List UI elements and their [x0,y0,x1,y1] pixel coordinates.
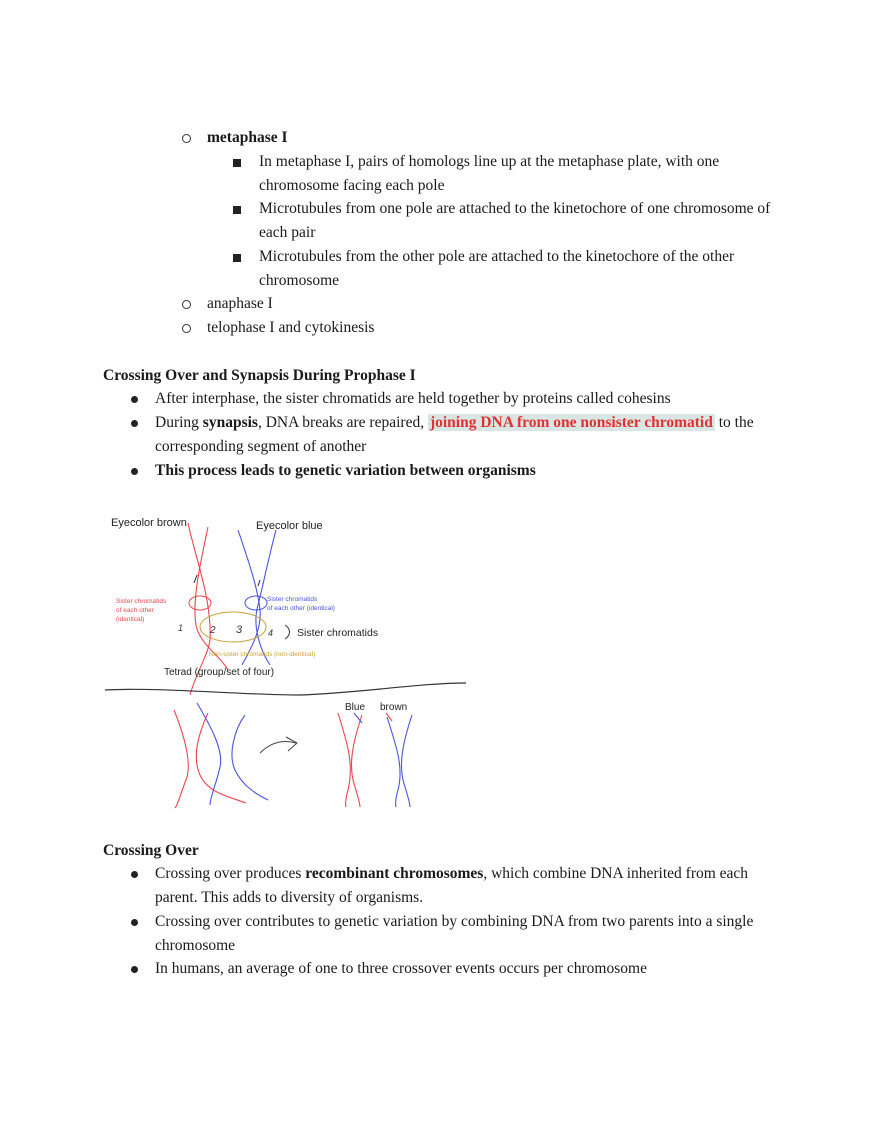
label-sister-blue: Sister chromatids [267,596,318,603]
list-item-text: Microtubules from the other pole are attached to the kinetochore of the other [259,248,735,265]
list-item-text: In metaphase I, pairs of homologs line up at the metaphase plate, with one [259,153,720,170]
bullet-icon [131,468,138,475]
label-sister-red: of each other [116,607,154,614]
chromatid-number: 3 [236,624,243,636]
label-eyecolor-brown: Eyecolor brown [111,517,187,529]
section-heading: Crossing Over [103,842,199,859]
hollow-circle-bullet-icon [182,134,191,143]
list-item-text: chromosome facing each pole [259,177,445,194]
list-item-text: corresponding segment of another [155,438,367,455]
bullet-icon [131,966,138,973]
anaphase-item: anaphase I [207,295,273,312]
list-item-text: parent. This adds to diversity of organisms. [155,889,424,906]
list-item-text: In humans, an average of one to three crossover events occurs per chromosome [155,960,647,977]
bullet-icon [131,871,138,878]
list-item-text: each pair [259,224,316,241]
square-bullet-icon [233,159,241,167]
list-item-text: This process leads to genetic variation between organisms [155,462,536,479]
bold-term: recombinant chromosomes [305,865,484,882]
section-heading: Crossing Over and Synapsis During Prophase I [103,367,416,384]
list-item-text: Crossing over contributes to genetic variation by combining DNA from two parents into a single [155,913,754,930]
bullet-icon [131,919,138,926]
label-blue: Blue [345,702,366,713]
metaphase-heading: metaphase I [207,129,288,146]
chromatid-number: 4 [268,628,274,638]
telophase-item: telophase I and cytokinesis [207,319,375,336]
label-sister-blue: of each other (identical) [267,605,335,612]
red-chromatid [195,527,228,670]
hollow-circle-bullet-icon [182,300,191,309]
chromatid-number: 1 [178,623,184,633]
bold-term: synapsis [202,414,258,431]
list-item-text: Microtubules from one pole are attached to the kinetochore of one chromosome of [259,200,771,217]
highlighted-phrase: joining DNA from one nonsister chromatid [429,414,713,431]
list-item-text: After interphase, the sister chromatids are held together by proteins called cohesins [155,390,671,407]
list-item-text: chromosome [155,937,236,954]
chromatid-number: 2 [210,625,216,636]
bullet-icon [131,420,138,427]
label-brown: brown [380,702,408,713]
label-non-sister: Non-sister chromatids (non-identical) [209,651,316,658]
square-bullet-icon [233,254,241,262]
list-item-text: chromosome [259,272,340,289]
label-eyecolor-blue: Eyecolor blue [256,520,323,532]
divider [105,683,466,695]
square-bullet-icon [233,206,241,214]
label-sister-red: Sister chromatids [116,598,167,605]
crossing-over-diagram [100,505,480,815]
hollow-circle-bullet-icon [182,324,191,333]
list-item-text: Crossing over produces recombinant chromosomes, which combine DNA inherited from each [155,865,749,882]
label-tetrad: Tetrad (group/set of four) [164,667,275,678]
bullet-icon [131,396,138,403]
label-sister-red: (identical) [116,616,145,623]
label-sister-chromatids: Sister chromatids [297,627,379,639]
list-item-text: During synapsis, DNA breaks are repaired, joining DNA from one nonsister chromatid to the [155,414,754,431]
